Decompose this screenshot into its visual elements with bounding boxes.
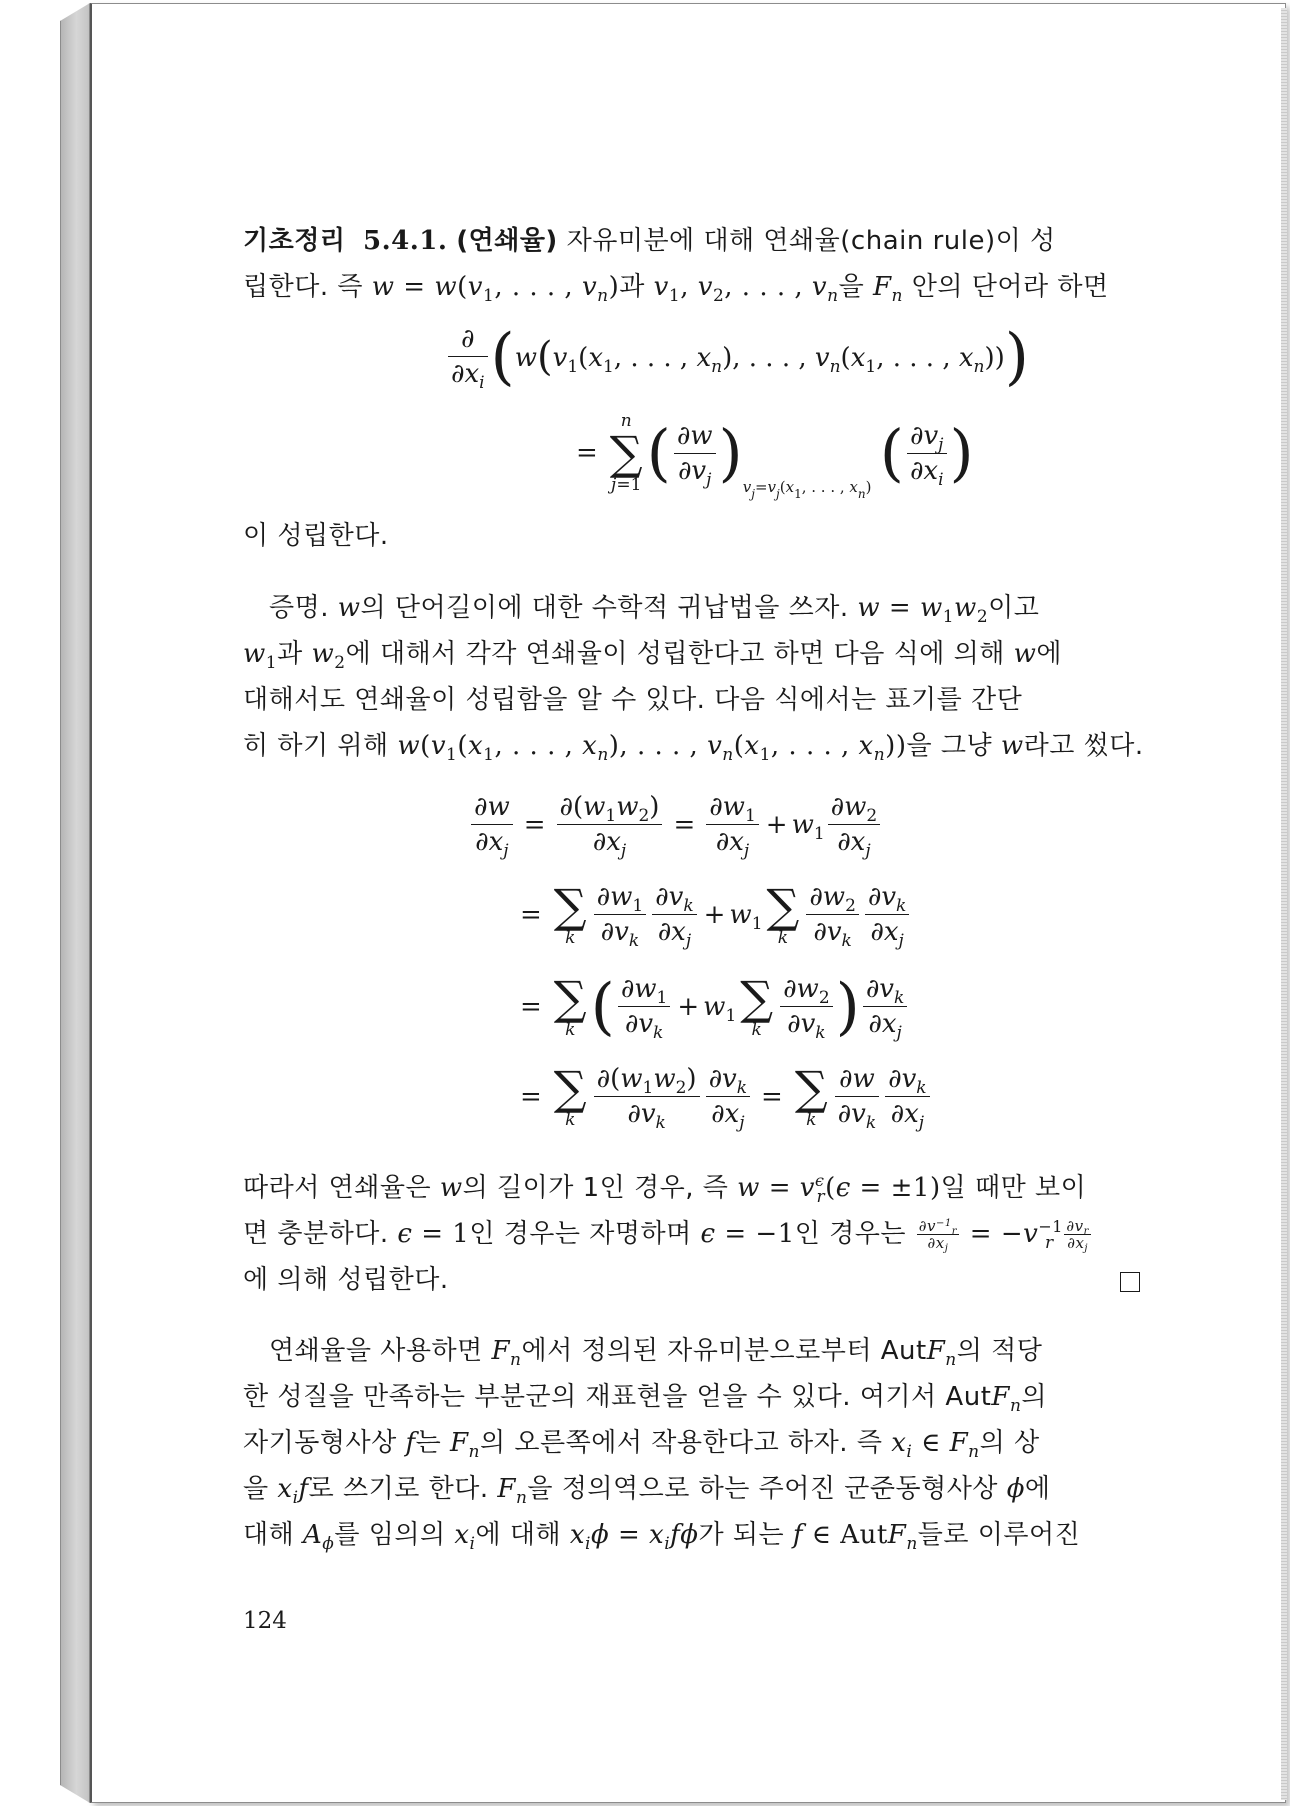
proof-text: 의 길이가 1인 경우, 즉 [462,1173,729,1203]
paragraph-text: 에서 정의된 자유미분으로부터 Aut [521,1336,927,1366]
lemma-text: 안의 단어라 하면 [911,272,1109,302]
paragraph-text: 을 정의역으로 하는 주어진 군준동형사상 [527,1474,998,1504]
paragraph-text: 의 [1021,1382,1048,1412]
proof-conclusion: 따라서 연쇄율은 w의 길이가 1인 경우, 즉 $w = v^\epsilon_r(\epsilon = \pm 1)$일 때만 보이 면 충분하다. ϵ = 1인 경우는 자명하며 ϵ = −1인 경우는 $\frac{\partial v^{-1}_r}{\partial x_j}$ = $-v^{-1}_r$ $\frac{\partial v_r}{\partial x_j}$ 에 의해 성립한다. [243,1165,1148,1303]
proof-label: 증명. [269,593,329,623]
lemma-equation-line-1: $\frac{\partial}{\partial x_i}$ ($w(v_1(x_1$, . . . , $x_n$), . . . , $v_n(x_1$, . . . , $x_n$))) [445,322,1029,391]
paragraph-text: 들로 이루어진 [917,1520,1081,1550]
proof-text: 히 하기 위해 [243,731,389,761]
qed-box [1120,1272,1140,1292]
proof-text: 인 경우는 자명하며 [469,1219,692,1249]
paragraph-text: 대해 [243,1520,295,1550]
lemma-name: (연쇄율) [456,226,558,256]
lemma-number: 5.4.1. [363,226,448,256]
proof-text: 따라서 연쇄율은 [243,1173,432,1203]
proof-text: 라고 썼다. [1023,731,1144,761]
proof-text: 대해서도 연쇄율이 성립함을 알 수 있다. 다음 식에서는 표기를 간단 [243,685,1023,715]
derivation-line-4: = ∑ k $\frac{\partial(w_1w_2)}{\partial v_k}$ $\frac{\partial v_k}{\partial x_j}$ = ∑ k $\frac{\partial w}{\partial v_k}$ $\frac{\partial v_k}{\partial x_j}$ [512,1062,933,1131]
lemma-statement: 기초정리 5.4.1. (연쇄율) 자유미분에 대해 연쇄율(chain rule)이 성 립한다. 즉 $w = w(v_1$, . . . , $v_n$)과 $v_1$, $v_2$, . . . , $v_n$을 $F_n$ 안의 단어라 하면 [243,226,1109,306]
page-edges [1281,8,1287,1800]
page-number: 124 [243,1608,287,1634]
proof-text: 과 [277,639,303,669]
proof-text: 을 그냥 [906,731,993,761]
paragraph-text: 의 오른쪽에서 작용한다고 하자. 즉 [479,1428,883,1458]
paragraph-text: 로 쓰기로 한다. [308,1474,489,1504]
paragraph-text: 에 [1024,1474,1051,1504]
derivation-line-1: $\frac{\partial w}{\partial x_j}$ = $\frac{\partial(w_1w_2)}{\partial x_j}$ = $\frac{\partial w_1}{\partial x_j}$ + $w_1$ $\frac{\partial w_2}{\partial x_j}$ [468,790,883,859]
paragraph-text: 자기동형사상 [243,1428,397,1458]
lemma-text: 을 [838,272,865,302]
lemma-heading: 기초정리 [243,226,346,256]
lemma-conclusion: 이 성립한다. [243,521,389,551]
proof-text: 인 경우는 [794,1219,906,1249]
proof-text: 에 대해서 각각 연쇄율이 성립한다고 하면 다음 식에 의해 [345,639,1005,669]
paragraph-text: 가 되는 [698,1520,785,1550]
proof-paragraph: 증명. w의 단어길이에 대한 수학적 귀납법을 쓰자. $w = w_1w_2$이고 $w_1$과 $w_2$에 대해서 각각 연쇄율이 성립한다고 하면 다음 식에 의해 w에 대해서도 연쇄율이 성립함을 알 수 있다. 다음 식에서는 표기를 간단 히 하기 위해 $w(v_1(x_1$, . . . , $x_n$), . . . , $v_n(x_1$, . . . , $x_n$))을 그냥 w라고 썼다. [243,585,1148,769]
proof-text: 에 의해 성립한다. [243,1265,449,1295]
paragraph-text: 의 상 [979,1428,1040,1458]
lemma-text: 자유미분에 대해 연쇄율(chain rule)이 성 [566,226,1056,256]
derivation-line-3: = ∑ k ( $\frac{\partial w_1}{\partial v_k}$ + $w_1$ ∑ k $\frac{\partial w_2}{\partial v_k}$ ) $\frac{\partial v_k}{\partial x_j}$ [512,972,910,1041]
book-spine [60,3,90,1803]
lemma-text: 립한다. 즉 [243,272,363,302]
proof-text: 일 때만 보이 [940,1173,1087,1203]
paragraph-text: 의 적당 [956,1336,1043,1366]
paragraph-text: 한 성질을 만족하는 부분군의 재표현을 얻을 수 있다. 여기서 Aut [243,1382,992,1412]
lemma-text: 과 [619,272,645,302]
derivation-line-2: = ∑ k $\frac{\partial w_1}{\partial v_k}$ $\frac{\partial v_k}{\partial x_j}$ + $w_1$ ∑ k $\frac{\partial w_2}{\partial v_k}$ $\frac{\partial v_k}{\partial x_j}$ [512,880,912,949]
proof-text: 에 [1036,639,1063,669]
paragraph-text: 을 [243,1474,269,1504]
closing-paragraph: 연쇄율을 사용하면 $F_n$에서 정의된 자유미분으로부터 AutF$_n$의 적당 한 성질을 만족하는 부분군의 재표현을 얻을 수 있다. 여기서 AutF$_n$의 자기동형사상 f는 $F_n$의 오른쪽에서 작용한다고 하자. 즉 $x_i$ ∈ $F_n$의 상 을 $x_if$로 쓰기로 한다. $F_n$을 정의역으로 하는 주어진 군준동형사상 ϕ에 대해 $A_\phi$를 임의의 $x_i$에 대해 $x_i\phi = x_if\phi$가 되는 f ∈ AutF$_n$들로 이루어진 [243,1336,1081,1554]
paragraph-text: 연쇄율을 사용하면 [269,1336,483,1366]
lemma-equation-line-2: = n ∑ j=1 ( $\frac{\partial w}{\partial v_j}$ )$_{v_j=v_j(x_1, . . . , x_n)}$ ( $\frac{\partial v_j}{\partial x_i}$ ) [576,411,974,501]
proof-text: 이고 [988,593,1040,623]
proof-text: 의 단어길이에 대한 수학적 귀납법을 쓰자. [360,593,849,623]
paragraph-text: 는 [415,1428,442,1458]
paragraph-text: 를 임의의 [334,1520,446,1550]
paragraph-text: 에 대해 [475,1520,562,1550]
proof-text: 면 충분하다. [243,1219,389,1249]
